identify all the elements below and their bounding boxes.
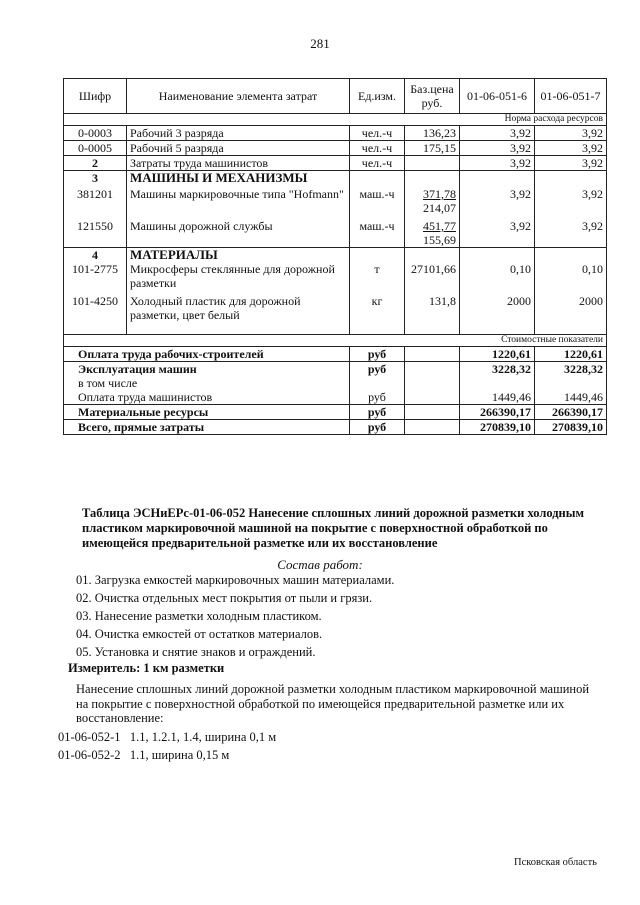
code-text: 1.1, ширина 0,15 м (129, 748, 230, 762)
cell-v2: 2000 (535, 290, 607, 335)
resource-table (63, 78, 607, 435)
price-main: 371,78 (423, 187, 456, 201)
cell-price: 27101,66 (405, 262, 460, 290)
table-header-row (64, 79, 607, 114)
cell-code: 2 (64, 156, 127, 171)
cell-unit: чел.-ч (350, 126, 405, 141)
cell-v2: 0,10 (535, 262, 607, 290)
cost-v1: 270839,10 (460, 420, 535, 435)
cost-caption-row (64, 335, 607, 347)
code-item (58, 748, 229, 763)
cell-name: Машины маркировочные типа "Hofmann" (127, 185, 350, 215)
cost-name: Оплата труда рабочих-строителей (64, 347, 350, 362)
cost-row (64, 376, 607, 390)
cell-name: Затраты труда машинистов (127, 156, 350, 171)
table-row (64, 156, 607, 171)
table-caption: Таблица ЭСНиЕРс-01-06-052 Нанесение сплошных линий дорожной разметки холодным пластиком маркировочной машиной на покрытие с поверхностной обработкой по имеющейся предварительной разметке или их восстановление (82, 506, 585, 550)
header-code: Шифр (64, 79, 127, 114)
cell-v1: 3,92 (460, 215, 535, 248)
cell-unit: маш.-ч (350, 185, 405, 215)
table-row (64, 126, 607, 141)
header-col2: 01-06-051-7 (535, 79, 607, 114)
cell-unit: чел.-ч (350, 156, 405, 171)
cost-row (64, 347, 607, 362)
cell-code: 101-2775 (64, 262, 127, 290)
header-col1: 01-06-051-6 (460, 79, 535, 114)
cell-unit: маш.-ч (350, 215, 405, 248)
cell-v2: 3,92 (535, 156, 607, 171)
cost-unit: руб (350, 362, 405, 377)
cell-v2: 3,92 (535, 141, 607, 156)
cost-row (64, 405, 607, 420)
work-composition-title: Состав работ: (277, 557, 363, 572)
section-row (64, 171, 607, 186)
cell-price: 136,23 (405, 126, 460, 141)
cell-price (405, 185, 460, 215)
norm-caption-row (64, 114, 607, 126)
cost-unit: руб (350, 347, 405, 362)
cost-v2: 3228,32 (535, 362, 607, 377)
cell-code: 381201 (64, 185, 127, 215)
price-wage: 155,69 (423, 233, 456, 247)
cell-unit: кг (350, 290, 405, 335)
section-row (64, 248, 607, 263)
cost-name: Всего, прямые затраты (64, 420, 350, 435)
measurement-unit: Измеритель: 1 км разметки (68, 661, 225, 675)
cell-v1: 3,92 (460, 126, 535, 141)
cost-v1: 1449,46 (460, 390, 535, 405)
cost-name: в том числе (64, 376, 350, 390)
header-price: Баз.цена руб. (405, 79, 460, 114)
cell-code: 0-0005 (64, 141, 127, 156)
cell-name: Машины дорожной службы (127, 215, 350, 248)
cost-v2: 1220,61 (535, 347, 607, 362)
cost-v2: 270839,10 (535, 420, 607, 435)
cost-row (64, 420, 607, 435)
code-text: 1.1, 1.2.1, 1.4, ширина 0,1 м (129, 730, 277, 744)
cell-v1: 3,92 (460, 156, 535, 171)
cell-v2: 3,92 (535, 215, 607, 248)
section-code: 3 (64, 171, 127, 186)
cell-code: 101-4250 (64, 290, 127, 335)
cell-name: Рабочий 3 разряда (127, 126, 350, 141)
cost-name: Эксплуатация машин (64, 362, 350, 377)
cost-row (64, 362, 607, 377)
cost-name: Оплата труда машинистов (64, 390, 350, 405)
cell-name: Рабочий 5 разряда (127, 141, 350, 156)
cost-v1: 266390,17 (460, 405, 535, 420)
cost-unit: руб (350, 420, 405, 435)
table-row (64, 185, 607, 215)
cell-price (405, 215, 460, 248)
cost-caption: Стоимостные показатели (64, 335, 607, 347)
cost-v2: 1449,46 (535, 390, 607, 405)
table-row (64, 141, 607, 156)
cost-name: Материальные ресурсы (64, 405, 350, 420)
section-code: 4 (64, 248, 127, 263)
cost-v1: 1220,61 (460, 347, 535, 362)
header-name: Наименование элемента затрат (127, 79, 350, 114)
cost-unit: руб (350, 390, 405, 405)
work-item: 02. Очистка отдельных мест покрытия от пыли и грязи. (76, 591, 373, 605)
cost-v1: 3228,32 (460, 362, 535, 377)
footer-region: Псковская область (514, 857, 597, 868)
cell-v1: 0,10 (460, 262, 535, 290)
price-main: 451,77 (423, 219, 456, 233)
cell-unit: т (350, 262, 405, 290)
header-unit: Ед.изм. (350, 79, 405, 114)
code-number: 01-06-052-2 (58, 748, 121, 762)
price-wage: 214,07 (423, 201, 456, 215)
cell-price (405, 156, 460, 171)
cell-v2: 3,92 (535, 185, 607, 215)
cost-v2: 266390,17 (535, 405, 607, 420)
work-item: 03. Нанесение разметки холодным пластиком. (76, 609, 322, 623)
cell-v1: 3,92 (460, 141, 535, 156)
work-description: Нанесение сплошных линий дорожной разметки холодным пластиком маркировочной машиной на покрытие с поверхностной обработкой по имеющейся предварительной разметке или их восстановление: (76, 682, 590, 725)
norm-caption: Норма расхода ресурсов (64, 114, 607, 126)
cell-v2: 3,92 (535, 126, 607, 141)
work-item: 04. Очистка емкостей от остатков материалов. (76, 627, 323, 641)
work-item: 05. Установка и снятие знаков и ограждений. (76, 645, 316, 659)
table-row (64, 262, 607, 290)
cell-v1: 2000 (460, 290, 535, 335)
page-number: 281 (310, 36, 330, 51)
cell-name: Микросферы стеклянные для дорожной разметки (127, 262, 350, 290)
code-number: 01-06-052-1 (58, 730, 121, 744)
cell-code: 121550 (64, 215, 127, 248)
cost-unit: руб (350, 405, 405, 420)
work-item: 01. Загрузка емкостей маркировочных машин материалами. (76, 573, 395, 587)
code-item (58, 730, 276, 745)
cell-v1: 3,92 (460, 185, 535, 215)
section-title: МАТЕРИАЛЫ (127, 248, 350, 263)
cost-row (64, 390, 607, 405)
cell-price: 131,8 (405, 290, 460, 335)
table-row (64, 290, 607, 335)
cell-unit: чел.-ч (350, 141, 405, 156)
cell-price: 175,15 (405, 141, 460, 156)
table-row (64, 215, 607, 248)
cell-code: 0-0003 (64, 126, 127, 141)
cell-name: Холодный пластик для дорожной разметки, цвет белый (127, 290, 350, 335)
section-title: МАШИНЫ И МЕХАНИЗМЫ (127, 171, 350, 186)
